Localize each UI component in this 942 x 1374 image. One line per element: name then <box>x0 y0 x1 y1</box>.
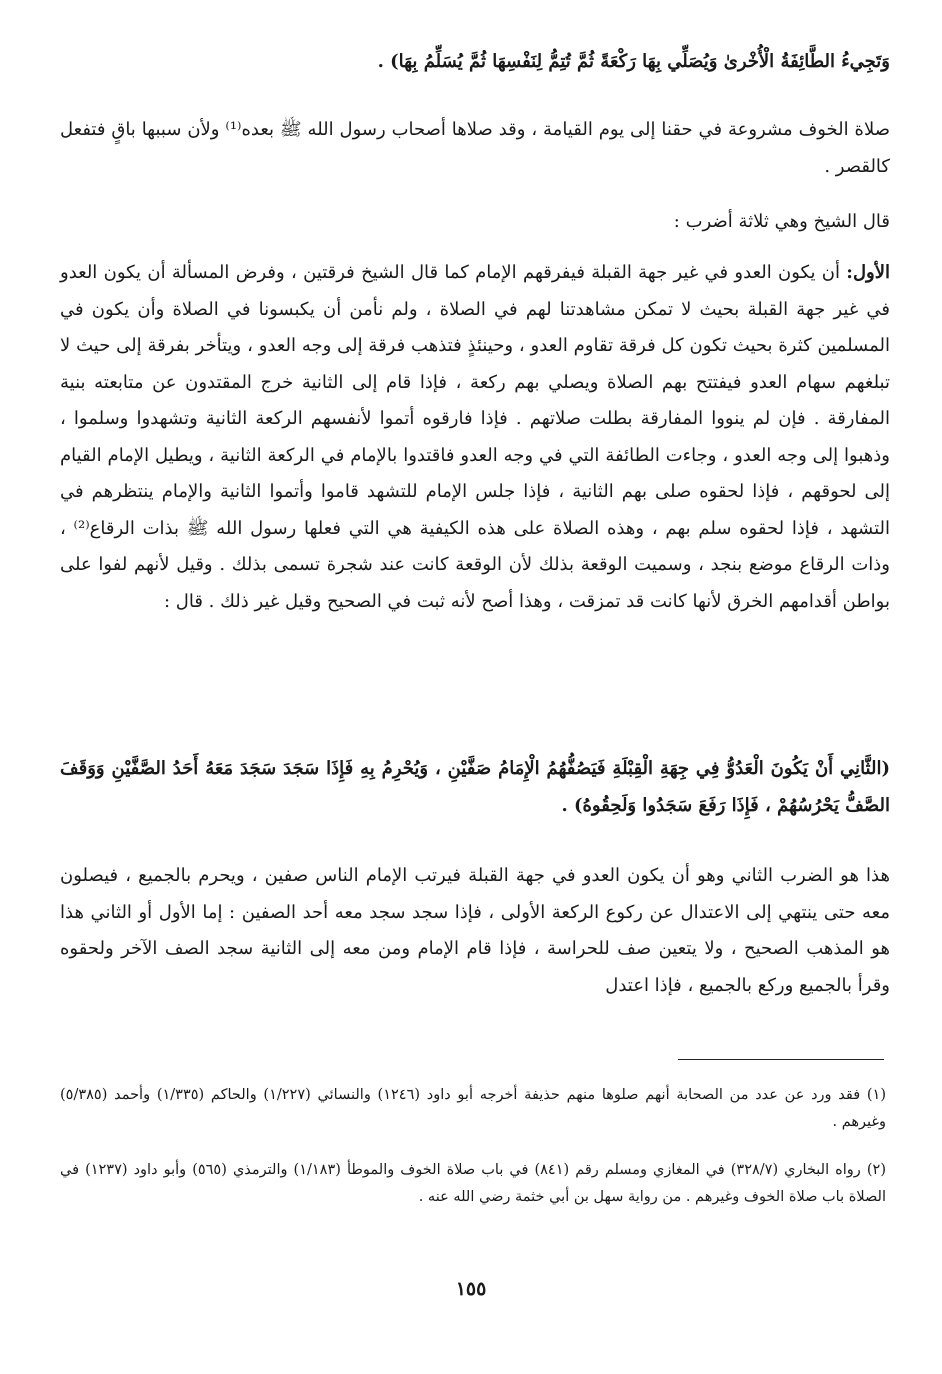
verse-text: وَتَجِيءُ الطَّائِفَةُ الْأُخْرىٰ وَيُصَلِّي بِهَا رَكْعَةً ثُمَّ تُتِمُّ لِنَفْسِهَا ثُمَّ يُسَلِّمُ بِهَا) . <box>377 51 890 72</box>
page-number: ١٥٥ <box>455 1278 487 1300</box>
paragraph-text: أن يكون العدو في غير جهة القبلة فيفرقهم الإمام كما قال الشيخ فرقتين ، وفرض المسألة أن يكون العدو في غير جهة القبلة بحيث لا تمكن مشاهدتنا لهم في الصلاة ، ولم نأمن أن يكبسونا في الصلاة وأن يكون في المسلمين كثرة بحيث تكون كل فرقة تقاوم العدو ، وحينئذٍ فتذهب فرقة إلى وجه العدو ، ويتأخر بفرقة إلى حيث لا تبلغهم سهام العدو فيفتتح بهم الصلاة ويصلي بهم ركعة ، فإذا قام إلى الثانية خرج المقتدون عن متابعته بنية المفارقة . فإن لم ينووا المفارقة بطلت صلاتهم . فإذا فارقوه أتموا لأنفسهم الركعة الثانية وتشهدوا وسلموا ، وذهبوا إلى وجه العدو ، وجاءت الطائفة التي في وجه العدو فاقتدوا بالإمام في الركعة الثانية ، ويطيل الإمام القيام إلى لحوقهم ، فإذا لحقوه صلى بهم الثانية ، فإذا جلس الإمام للتشهد قاموا وأتموا الثانية والإمام ينتظرهم في التشهد ، فإذا لحقوه سلم بهم ، وهذه الصلاة على هذه الكيفية هي التي فعلها رسول الله ﷺ بذات الرقاع⁽²⁾ ، وذات الرقاع موضع بنجد ، وسميت الوقعة بذلك لأن الوقعة كانت عند شجرة تسمى بذلك . وقيل لأنهم لفوا على بواطن أقدامهم الخرق لأنها كانت قد تمزقت ، وهذا أصح لأنه ثبت في الصحيح وقيل غير ذلك . قال : <box>60 262 891 612</box>
verse-text: (الثَّانِي أَنْ يَكُونَ الْعَدُوُّ فِي جِهَةِ الْقِبْلَةِ فَيَصُفُّهُمُ الْإِمَامُ صَفَّيْنِ ، وَيُحْرِمُ بِهِ فَإِذَا سَجَدَ سَجَدَ مَعَهُ أَحَدُ الصَّفَّيْنِ وَوَقَفَ الصَّفُّ يَحْرُسُهُمْ ، فَإِذَا رَفَعَ سَجَدُوا وَلَحِقُوهُ) . <box>60 758 890 816</box>
paragraph: صلاة الخوف مشروعة في حقنا إلى يوم القيامة ، وقد صلاها أصحاب رسول الله ﷺ بعده⁽¹⁾ ولأن سببها باقٍ فتفعل كالقصر . <box>60 119 890 177</box>
paragraph: قال الشيخ وهي ثلاثة أضرب : <box>673 211 890 232</box>
paragraph: هذا هو الضرب الثاني وهو أن يكون العدو في جهة القبلة فيرتب الإمام الناس صفين ، ويحرم بالجميع ، فيصلون معه حتى ينتهي إلى الاعتدال عن ركوع الركعة الأولى ، فإذا سجد سجد معه أحد الصفين : إما الأول أو الثاني هذا هو المذهب الصحيح ، ولا يتعين صف للحراسة ، فإذا قام الإمام ومن معه إلى الثانية سجد الصف الآخر ولحقوه وقرأ بالجميع وركع بالجميع ، فإذا اعتدل <box>60 865 890 996</box>
paragraph <box>60 255 890 620</box>
footnote: (١) فقد ورد عن عدد من الصحابة أنهم صلوها منهم حذيفة أخرجه أبو داود (١٢٤٦) والنسائي (١/٢٢٧) والحاكم (١/٣٣٥) وأحمد (٥/٣٨٥) وغيرهم . <box>60 1087 886 1130</box>
section-lead: الأول: <box>846 262 890 283</box>
footnote-divider <box>678 1059 884 1060</box>
footnote: (٢) رواه البخاري (٣٢٨/٧) في المغازي ومسلم رقم (٨٤١) في باب صلاة الخوف والموطأ (١/١٨٣) والترمذي (٥٦٥) وأبو داود (١٢٣٧) في الصلاة باب صلاة الخوف وغيرهم . من رواية سهل بن أبي خثمة رضي الله عنه . <box>60 1162 886 1205</box>
